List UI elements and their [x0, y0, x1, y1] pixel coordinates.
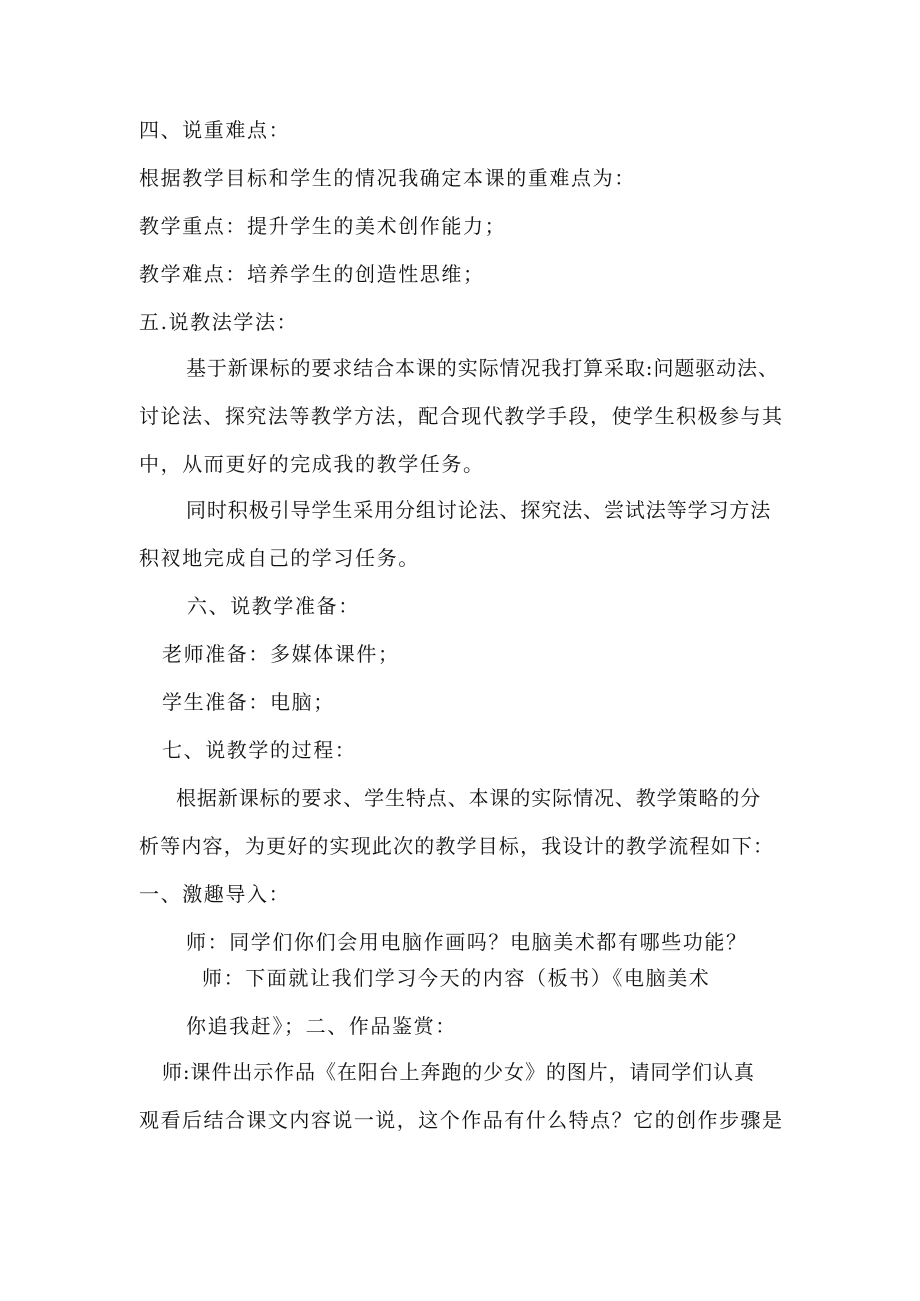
paragraph-line: 老师准备：多媒体课件； [162, 642, 400, 666]
paragraph-line: 师:课件出示作品《在阳台上奔跑的少女》的图片，请同学们认真 [162, 1060, 755, 1084]
paragraph-line: 基于新课标的要求结合本课的实际情况我打算采取:问题驱动法、 [186, 356, 779, 380]
paragraph-line: 教学重点：提升学生的美术创作能力； [139, 214, 507, 238]
paragraph-line: 观看后结合课文内容说一说，这个作品有什么特点？它的创作步骤是 [139, 1108, 782, 1132]
paragraph-line: 积衩地完成自己的学习任务。 [139, 546, 420, 570]
paragraph-line: 析等内容，为更好的实现此次的教学目标，我设计的教学流程如下： [139, 834, 773, 858]
paragraph-line: 教学难点：培养学生的创造性思维； [139, 262, 485, 286]
paragraph-line: 学生准备：电脑； [162, 690, 335, 714]
heading-teaching-preparation: 六、说教学准备： [187, 594, 360, 618]
paragraph-line: 中，从而更好的完成我的教学任务。 [139, 452, 485, 476]
paragraph-line: 根据教学目标和学生的情况我确定本课的重难点为： [139, 166, 636, 190]
paragraph-line: 根据新课标的要求、学生特点、本课的实际情况、教学策略的分 [176, 786, 762, 810]
paragraph-line: 师：下面就让我们学习今天的内容（板书）《电脑美术 [202, 966, 711, 990]
paragraph-line: 讨论法、探究法等教学方法，配合现代教学手段，使学生积极参与其 [139, 404, 782, 428]
heading-teaching-process: 七、说教学的过程： [162, 738, 357, 762]
heading-key-difficult-points: 四、说重难点： [139, 118, 291, 142]
paragraph-line: 师：同学们你们会用电脑作画吗？电脑美术都有哪些功能？ [186, 930, 748, 954]
paragraph-line: 同时积极引导学生采用分组讨论法、探究法、尝试法等学习方法 [186, 498, 772, 522]
heading-teaching-methods: 五.说教法学法： [139, 310, 299, 334]
paragraph-line: 你追我赶》；二、作品鉴赏： [186, 1014, 457, 1038]
heading-introduction: 一、激趣导入： [139, 882, 291, 906]
